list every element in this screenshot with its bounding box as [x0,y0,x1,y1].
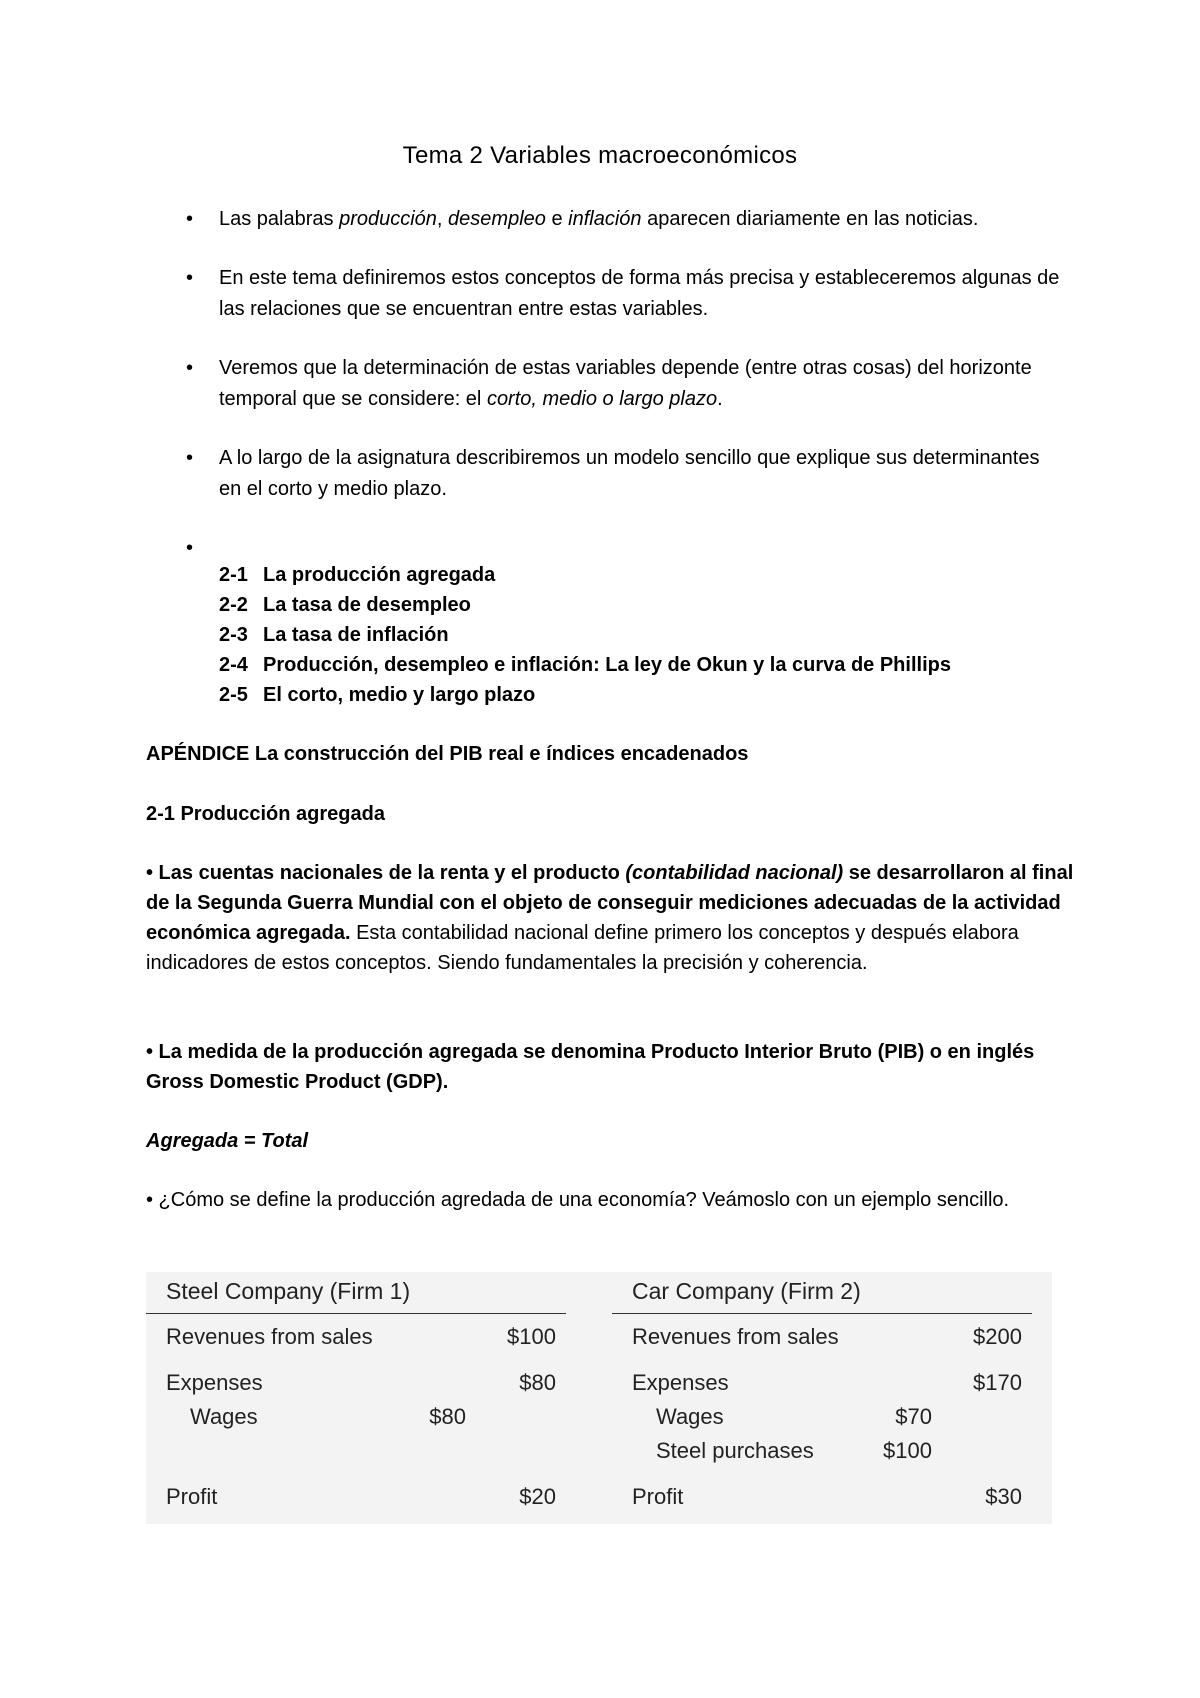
appendix-heading: APÉNDICE La construcción del PIB real e índices encadenados [146,743,749,765]
bullet-marker: • [186,208,194,230]
bullet-marker: • [186,357,194,379]
table-row: Expenses $80 [166,1370,556,1395]
topic-list [219,560,951,710]
bullet-marker: • [186,537,194,559]
agregada-note: Agregada = Total [146,1130,309,1152]
bullet-item: • Las palabras producción, desempleo e inflación aparecen diariamente en las noticias. [186,204,1066,235]
steel-company-table [146,1278,566,1516]
paragraph-national-accounts: • Las cuentas nacionales de la renta y el producto (contabilidad nacional) se desarrollaron al final de la Segunda Guerra Mundial con el objeto de conseguir mediciones adecuadas de la actividad económica agregada. Esta contabilidad nacional define primero los conceptos y después elabora indicadores de estos conceptos. Siendo fundamentales la precisión y coherencia. [146,862,1074,974]
firms-example-figure [146,1272,1052,1524]
table-row: Wages $80 [190,1404,466,1429]
table-row: Revenues from sales $100 [166,1324,556,1349]
table-row: Profit $20 [166,1484,556,1509]
bullet-marker: • [186,267,194,289]
bullet-item: • Veremos que la determinación de estas variables depende (entre otras cosas) del horizonte temporal que se considere: el corto, medio o largo plazo. [186,353,1066,415]
intro-bullet-list [186,204,1066,564]
page-title: Tema 2 Variables macroeconómicos [402,142,798,169]
table-row: Expenses $170 [632,1370,1022,1395]
car-company-table [612,1278,1032,1516]
topic-item: 2-5 El corto, medio y largo plazo [219,684,536,706]
table-row: Steel purchases $100 [656,1438,932,1463]
table-row: Profit $30 [632,1484,1022,1509]
table-header: Steel Company (Firm 1) [146,1278,566,1314]
topic-item: 2-2 La tasa de desempleo [219,594,471,616]
bullet-marker: • [186,447,194,469]
table-row: Revenues from sales $200 [632,1324,1022,1349]
table-header: Car Company (Firm 2) [612,1278,1032,1314]
paragraph-gdp: • La medida de la producción agregada se denomina Producto Interior Bruto (PIB) o en inglés Gross Domestic Product (GDP). [146,1041,1035,1093]
topic-item: 2-4 Producción, desempleo e inflación: La ley de Okun y la curva de Phillips [219,654,951,676]
bullet-item: • En este tema definiremos estos conceptos de forma más precisa y estableceremos algunas de las relaciones que se encuentran entre estas variables. [186,263,1066,325]
topic-item: 2-1 La producción agregada [219,564,496,586]
paragraph-question: • ¿Cómo se define la producción agredada de una economía? Veámoslo con un ejemplo sencillo. [146,1189,1010,1211]
table-row: Wages $70 [656,1404,932,1429]
topic-item: 2-3 La tasa de inflación [219,624,449,646]
bullet-item: • A lo largo de la asignatura describiremos un modelo sencillo que explique sus determinantes en el corto y medio plazo. [186,443,1066,505]
section-heading: 2-1 Producción agregada [146,803,385,825]
